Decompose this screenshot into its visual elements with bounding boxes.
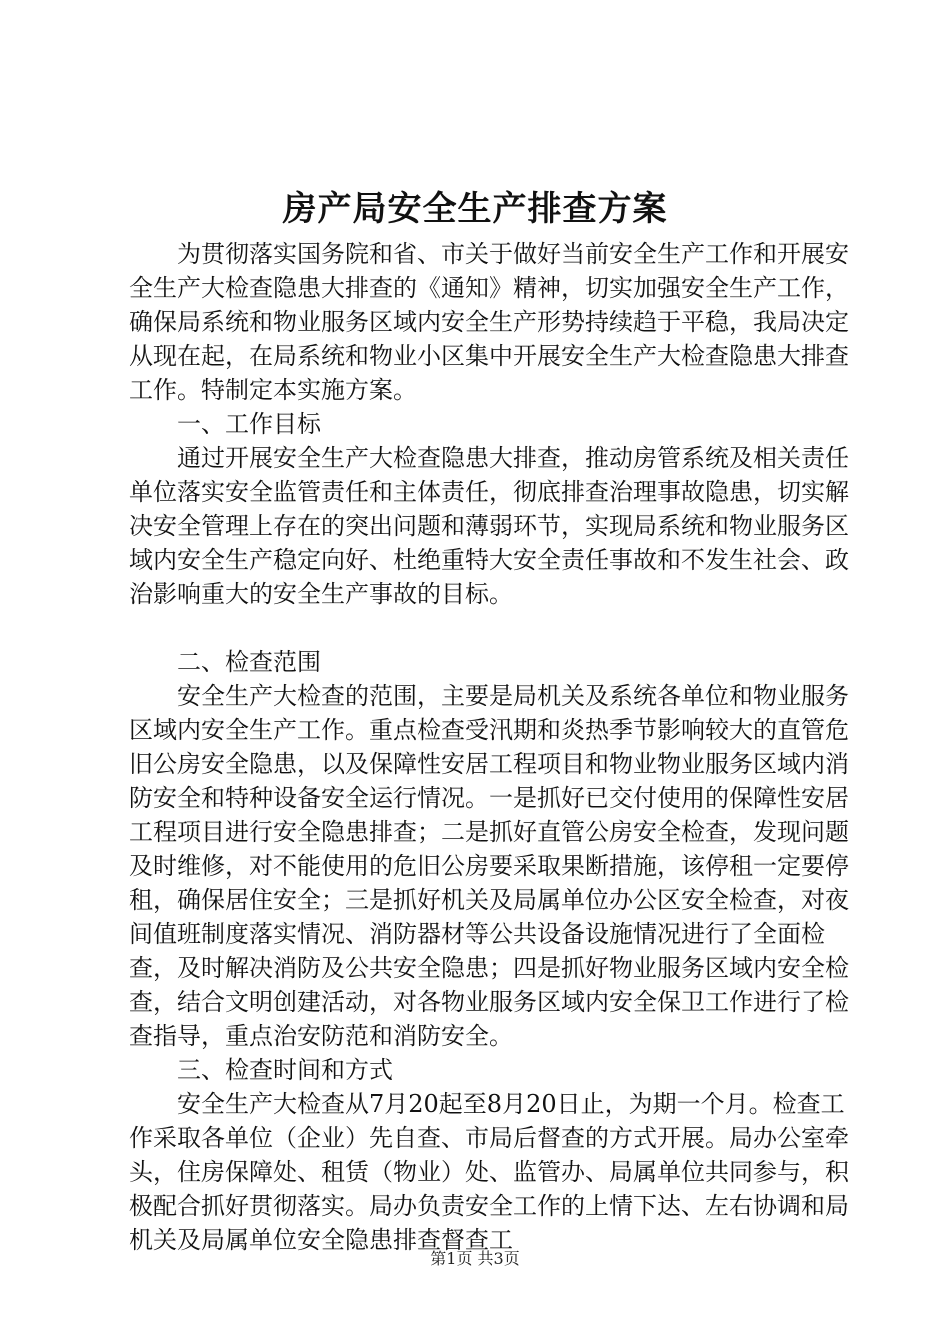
section-heading-goals: 一、工作目标	[177, 410, 321, 438]
section-heading-time-method: 三、检查时间和方式	[177, 1056, 393, 1084]
scope-paragraph: 安全生产大检查的范围，主要是局机关及系统各单位和物业服务区域内安全生产工作。重点检查受汛期和炎热季节影响较大的直管危旧公房安全隐患，以及保障性安居工程项目和物业物业服务区域内消防安全和特种设备安全运行情况。一是抓好已交付使用的保障性安居工程项目进行安全隐患排查；二是抓好直管公房安全检查，发现问题及时维修，对不能使用的危旧公房要采取果断措施，该停租一定要停租，确保居住安全；三是抓好机关及局属单位办公区安全检查，对夜间值班制度落实情况、消防器材等公共设备设施情况进行了全面检查，及时解决消防及公共安全隐患；四是抓好物业服务区域内安全检查，结合文明创建活动，对各物业服务区域内安全保卫工作进行了检查指导，重点治安防范和消防安全。	[129, 682, 849, 1050]
document-title: 房产局安全生产排查方案	[282, 189, 668, 229]
time-method-paragraph: 安全生产大检查从7月20起至8月20日止，为期一个月。检查工作采取各单位（企业）先自查、市局后督查的方式开展。局办公室牵头，住房保障处、租赁（物业）处、监管办、局属单位共同参与，积极配合抓好贯彻落实。局办负责安全工作的上情下达、左右协调和局机关及局属单位安全隐患排查督查工	[129, 1090, 849, 1254]
section-heading-scope: 二、检查范围	[177, 648, 321, 676]
goals-paragraph: 通过开展安全生产大检查隐患大排查，推动房管系统及相关责任单位落实安全监管责任和主体责任，彻底排查治理事故隐患，切实解决安全管理上存在的突出问题和薄弱环节，实现局系统和物业服务区域内安全生产稳定向好、杜绝重特大安全责任事故和不发生社会、政治影响重大的安全生产事故的目标。	[129, 444, 849, 608]
intro-paragraph: 为贯彻落实国务院和省、市关于做好当前安全生产工作和开展安全生产大检查隐患大排查的《通知》精神，切实加强安全生产工作，确保局系统和物业服务区域内安全生产形势持续趋于平稳，我局决定从现在起，在局系统和物业小区集中开展安全生产大检查隐患大排查工作。特制定本实施方案。	[129, 240, 849, 404]
document-body	[129, 237, 849, 1257]
page-footer: 第1页 共3页	[430, 1249, 520, 1268]
paragraph-gap	[129, 611, 849, 645]
